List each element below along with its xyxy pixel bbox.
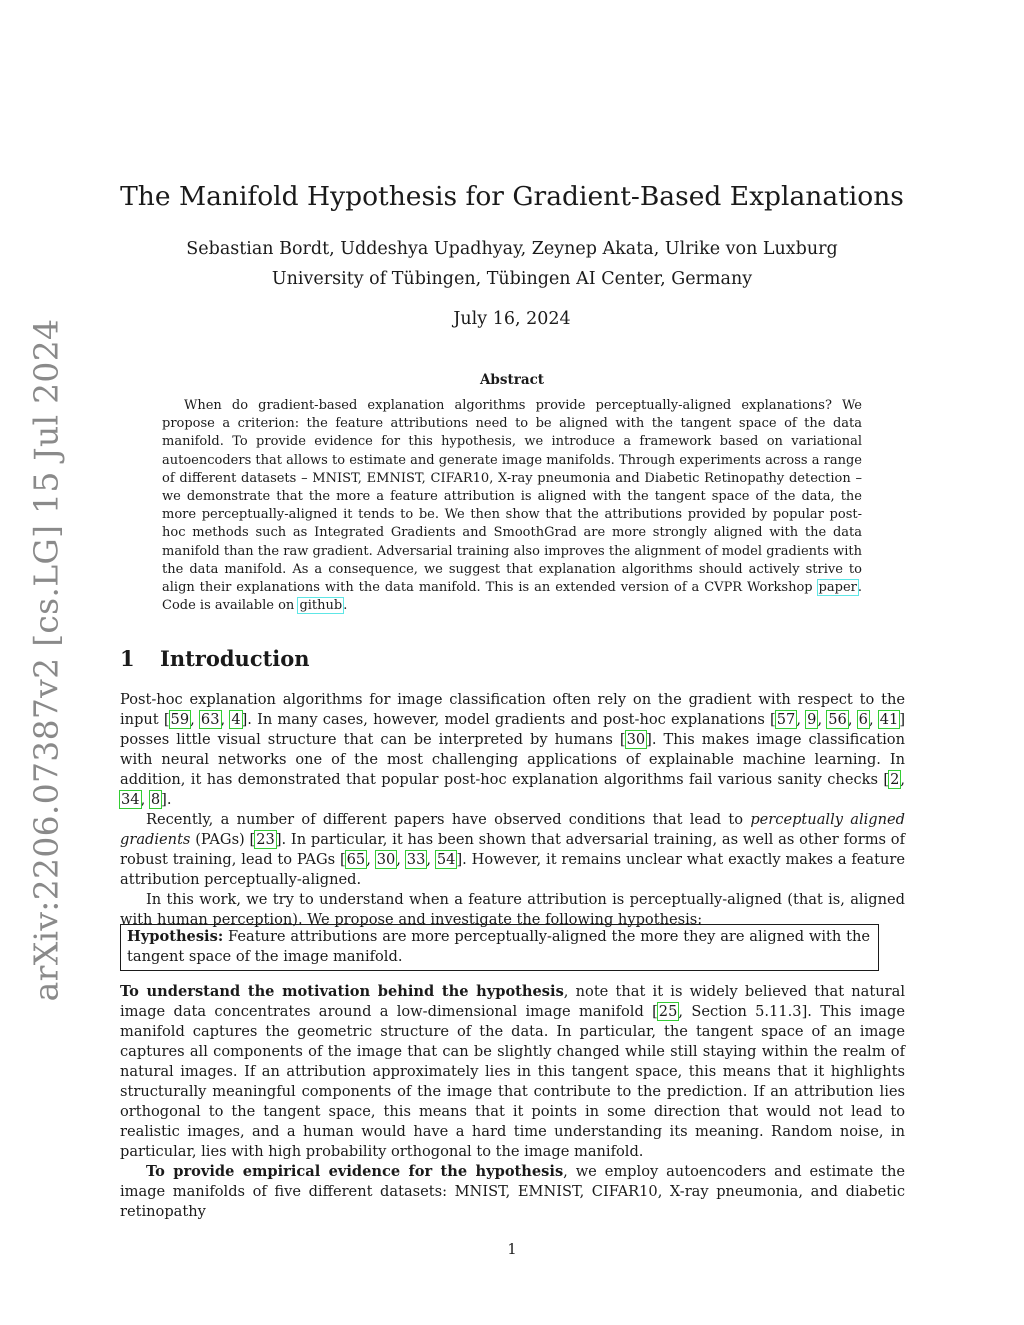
paper-link[interactable]: paper xyxy=(818,580,857,596)
author-list: Sebastian Bordt, Uddeshya Upadhyay, Zeynep Akata, Ulrike von Luxburg xyxy=(186,239,838,259)
citation-link[interactable]: 57 xyxy=(776,711,796,728)
intro-paragraph-1: Post-hoc explanation algorithms for image classification often rely on the gradient with respect to the input [59, 63, 4]. In many cases, however, model gradients and post-hoc explanations [57, 9, 56, 6, 41] posses little visual structure that can be interpreted by humans [30]. This makes image classification with neural networks one of the most challenging applications of explainable machine learning. In addition, it has demonstrated that popular post-hoc explanation algorithms fail various sanity checks [2, 34, 8]. xyxy=(120,691,906,808)
abstract-text-end: . xyxy=(343,598,348,614)
citation-link[interactable]: 23 xyxy=(256,831,275,848)
citation-link[interactable]: 41 xyxy=(879,711,899,728)
citation-link[interactable]: 30 xyxy=(376,851,396,868)
abstract-text: When do gradient-based explanation algorithms provide perceptually-aligned explanations? We propose a criterion: the feature attributions need to be aligned with the tangent space of the data manifold. To provide evidence for this hypothesis, we introduce a framework based on variational autoencoders that allows to estimate and generate image manifolds. Through experiments across a range of different datasets – MNIST, EMNIST, CIFAR10, X-ray pneumonia and Diabetic Retinopathy detection – we demonstrate that the more a feature attribution is aligned with the tangent space of the data, the more perceptually-aligned it tends to be. We then show that the attributions provided by popular post-hoc methods such as Integrated Gradients and SmoothGrad are more strongly aligned with the data manifold than the raw gradient. Adversarial training also improves the alignment of model gradients with the data manifold. As a consequence, we suggest that explanation algorithms should actively strive to align their explanations with the data manifold. This is an extended version of a CVPR Workshop xyxy=(162,398,862,596)
citation-link[interactable]: 2 xyxy=(890,771,900,788)
motivation-body xyxy=(120,982,905,1222)
abstract-text-mid: . Code is available on xyxy=(162,580,862,614)
citation-link[interactable]: 4 xyxy=(231,711,241,728)
page-number: 1 xyxy=(507,1241,517,1258)
motivation-paragraph: To understand the motivation behind the hypothesis, note that it is widely believed that natural image data concentrates around a low-dimensional image manifold [25, Section 5.11.3]. This image manifold captures the geometric structure of the data. In particular, the tangent space of an image captures all components of the image that can be slightly changed while still staying within the realm of natural images. If an attribution approximately lies in this tangent space, this means that it highlights structurally meaningful components of the image that contribute to the prediction. If an attribution lies orthogonal to the tangent space, this means that it points in some direction that would not lead to realistic images, and a human would have a hard time understanding its meaning. Random noise, in particular, lies with high probability orthogonal to the image manifold. xyxy=(120,983,905,1160)
publication-date: July 16, 2024 xyxy=(453,309,571,329)
hypothesis-box xyxy=(120,924,879,971)
arxiv-sidebar xyxy=(24,318,68,1002)
hypothesis-text: Feature attributions are more perceptually-aligned the more they are aligned with the tangent space of the image manifold. xyxy=(127,928,870,965)
citation-link[interactable]: 63 xyxy=(200,711,220,728)
section-number: 1 xyxy=(120,646,135,671)
intro-paragraph-3: In this work, we try to understand when a feature attribution is perceptually-aligned (that is, aligned with human perception). We propose and investigate the following hypothesis: xyxy=(120,891,905,928)
citation-link[interactable]: 56 xyxy=(828,711,847,728)
citation-link[interactable]: 65 xyxy=(346,851,366,868)
citation-link[interactable]: 25 xyxy=(658,1003,678,1020)
citation-link[interactable]: 6 xyxy=(858,711,868,728)
citation-link[interactable]: 34 xyxy=(121,791,140,808)
section-heading-introduction xyxy=(120,644,310,674)
section-title: Introduction xyxy=(160,646,310,671)
emphasized-term: perceptually aligned gradients xyxy=(120,811,906,848)
citation-link[interactable]: 33 xyxy=(406,851,426,868)
introduction-body xyxy=(120,690,905,930)
citation-link[interactable]: 54 xyxy=(436,851,456,868)
affiliation: University of Tübingen, Tübingen AI Center, Germany xyxy=(271,269,753,289)
intro-paragraph-2: Recently, a number of different papers have observed conditions that lead to perceptually aligned gradients (PAGs) [23]. In particular, it has been shown that adversarial training, as well as other forms of robust training, lead to PAGs [65, 30, 33, 54]. However, it remains unclear what exactly makes a feature attribution perceptually-aligned. xyxy=(120,811,906,888)
paper-title: The Manifold Hypothesis for Gradient-Based Explanations xyxy=(120,181,904,212)
citation-link[interactable]: 30 xyxy=(626,731,646,748)
citation-link[interactable]: 8 xyxy=(150,791,161,808)
hypothesis-label: Hypothesis: xyxy=(127,928,224,945)
abstract-body xyxy=(162,397,862,615)
abstract-heading: Abstract xyxy=(479,372,545,388)
motivation-lead: To understand the motivation behind the hypothesis xyxy=(120,983,564,1000)
evidence-paragraph: To provide empirical evidence for the hypothesis, we employ autoencoders and estimate the image manifolds of five different datasets: MNIST, EMNIST, CIFAR10, X-ray pneumonia, and diabetic retinopathy xyxy=(120,1163,905,1220)
github-link[interactable]: github xyxy=(299,598,343,614)
citation-link[interactable]: 9 xyxy=(807,711,817,728)
arxiv-identifier: arXiv:2206.07387v2 [cs.LG] 15 Jul 2024 xyxy=(26,318,66,1002)
citation-link[interactable]: 59 xyxy=(170,711,190,728)
evidence-lead: To provide empirical evidence for the hypothesis xyxy=(146,1163,564,1180)
